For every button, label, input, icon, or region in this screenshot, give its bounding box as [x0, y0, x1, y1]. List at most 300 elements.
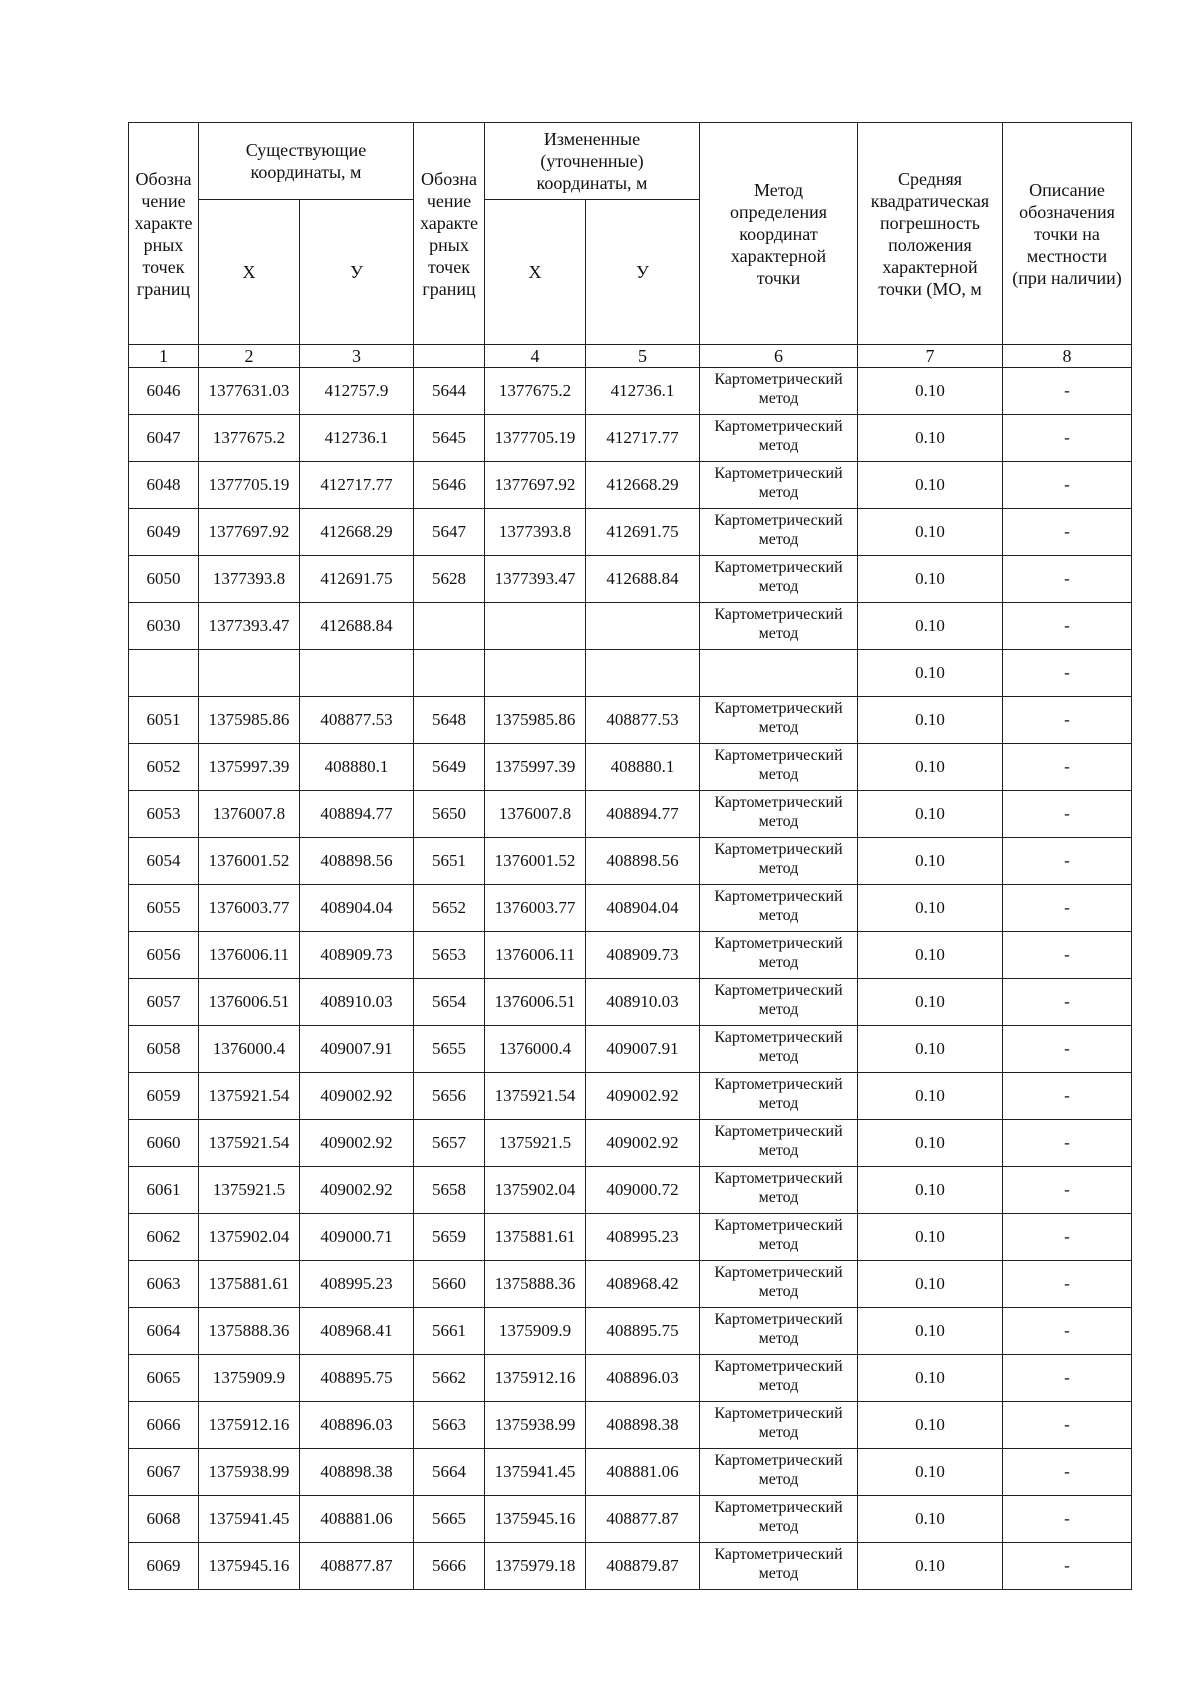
- table-row: [129, 1402, 1132, 1449]
- point-id-changed: 5651: [414, 838, 485, 885]
- x-existing: 1375938.99: [199, 1449, 300, 1496]
- point-id-changed: 5664: [414, 1449, 485, 1496]
- method-cell: [700, 697, 858, 744]
- x-existing: 1376006.51: [199, 979, 300, 1026]
- table-row: [129, 1543, 1132, 1590]
- table-row: [129, 1308, 1132, 1355]
- method-text: Картометрический метод: [714, 1264, 843, 1300]
- point-id-changed: 5661: [414, 1308, 485, 1355]
- x-changed: [485, 603, 586, 650]
- mse-cell: 0.10: [858, 603, 1003, 650]
- y-existing: 409002.92: [300, 1120, 414, 1167]
- x-changed: 1376007.8: [485, 791, 586, 838]
- y-changed: 408895.75: [586, 1308, 700, 1355]
- method-text: Картометрический метод: [714, 418, 843, 454]
- description-cell: -: [1003, 1261, 1132, 1308]
- x-changed: 1375888.36: [485, 1261, 586, 1308]
- method-cell: [700, 1120, 858, 1167]
- x-existing: 1377393.47: [199, 603, 300, 650]
- header-point-id-existing: Обозна чение характе рных точек границ: [129, 123, 199, 345]
- description-cell: -: [1003, 556, 1132, 603]
- y-existing: 412736.1: [300, 415, 414, 462]
- point-id-changed: 5658: [414, 1167, 485, 1214]
- method-cell: [700, 1026, 858, 1073]
- x-changed: 1375938.99: [485, 1402, 586, 1449]
- x-existing: 1375881.61: [199, 1261, 300, 1308]
- table-row: [129, 838, 1132, 885]
- method-text: Картометрический метод: [714, 1029, 843, 1065]
- point-id-existing: 6055: [129, 885, 199, 932]
- y-existing: 408880.1: [300, 744, 414, 791]
- y-changed: 408894.77: [586, 791, 700, 838]
- col-number: 4: [485, 345, 586, 368]
- point-id-existing: 6030: [129, 603, 199, 650]
- y-changed: 408896.03: [586, 1355, 700, 1402]
- table-row: [129, 1449, 1132, 1496]
- method-text: Картометрический метод: [714, 465, 843, 501]
- method-cell: [700, 885, 858, 932]
- point-id-changed: 5665: [414, 1496, 485, 1543]
- col-number: 6: [700, 345, 858, 368]
- mse-cell: 0.10: [858, 1073, 1003, 1120]
- y-changed: [586, 603, 700, 650]
- point-id-existing: 6068: [129, 1496, 199, 1543]
- x-existing: 1375902.04: [199, 1214, 300, 1261]
- y-existing: 412688.84: [300, 603, 414, 650]
- table-body: [129, 368, 1132, 1590]
- method-cell: [700, 1073, 858, 1120]
- y-existing: [300, 650, 414, 697]
- col-number: [414, 345, 485, 368]
- header-method: Метод определения координат характерной точки: [700, 123, 858, 345]
- header-y-changed: У: [586, 200, 700, 345]
- point-id-changed: 5656: [414, 1073, 485, 1120]
- header-point-id-changed: Обозна чение характе рных точек границ: [414, 123, 485, 345]
- method-cell: [700, 1402, 858, 1449]
- point-id-existing: 6066: [129, 1402, 199, 1449]
- y-changed: 408910.03: [586, 979, 700, 1026]
- table-row: [129, 1355, 1132, 1402]
- mse-cell: 0.10: [858, 697, 1003, 744]
- x-existing: 1377393.8: [199, 556, 300, 603]
- x-changed: 1375945.16: [485, 1496, 586, 1543]
- x-changed: 1375979.18: [485, 1543, 586, 1590]
- y-changed: 408909.73: [586, 932, 700, 979]
- description-cell: -: [1003, 368, 1132, 415]
- point-id-changed: 5655: [414, 1026, 485, 1073]
- x-existing: 1375912.16: [199, 1402, 300, 1449]
- point-id-changed: 5659: [414, 1214, 485, 1261]
- description-cell: -: [1003, 1355, 1132, 1402]
- description-cell: -: [1003, 415, 1132, 462]
- x-existing: 1377705.19: [199, 462, 300, 509]
- method-text: Картометрический метод: [714, 1499, 843, 1535]
- x-existing: 1376001.52: [199, 838, 300, 885]
- y-existing: 412757.9: [300, 368, 414, 415]
- description-cell: -: [1003, 603, 1132, 650]
- y-changed: 408881.06: [586, 1449, 700, 1496]
- method-cell: [700, 462, 858, 509]
- point-id-existing: 6053: [129, 791, 199, 838]
- point-id-existing: 6067: [129, 1449, 199, 1496]
- mse-cell: 0.10: [858, 415, 1003, 462]
- table-row: [129, 697, 1132, 744]
- y-existing: 409002.92: [300, 1073, 414, 1120]
- point-id-changed: 5663: [414, 1402, 485, 1449]
- mse-cell: 0.10: [858, 744, 1003, 791]
- y-changed: 409000.72: [586, 1167, 700, 1214]
- y-existing: 408877.87: [300, 1543, 414, 1590]
- y-existing: 408995.23: [300, 1261, 414, 1308]
- y-changed: 412668.29: [586, 462, 700, 509]
- table-row: [129, 932, 1132, 979]
- x-existing: 1375921.54: [199, 1073, 300, 1120]
- x-changed: 1375997.39: [485, 744, 586, 791]
- x-changed: 1375909.9: [485, 1308, 586, 1355]
- method-cell: [700, 932, 858, 979]
- table-row: [129, 885, 1132, 932]
- y-changed: 412688.84: [586, 556, 700, 603]
- method-cell: [700, 556, 858, 603]
- point-id-changed: 5646: [414, 462, 485, 509]
- method-cell: [700, 1355, 858, 1402]
- method-text: Картометрический метод: [714, 1405, 843, 1441]
- mse-cell: 0.10: [858, 1261, 1003, 1308]
- point-id-changed: 5652: [414, 885, 485, 932]
- table-row: [129, 556, 1132, 603]
- table-row: [129, 791, 1132, 838]
- y-existing: 408895.75: [300, 1355, 414, 1402]
- table-row: [129, 650, 1132, 697]
- mse-cell: 0.10: [858, 791, 1003, 838]
- point-id-changed: 5654: [414, 979, 485, 1026]
- table-row: [129, 415, 1132, 462]
- description-cell: -: [1003, 650, 1132, 697]
- method-cell: [700, 979, 858, 1026]
- x-changed: 1375985.86: [485, 697, 586, 744]
- x-changed: 1376003.77: [485, 885, 586, 932]
- table-row: [129, 1214, 1132, 1261]
- description-cell: -: [1003, 1026, 1132, 1073]
- y-changed: 409002.92: [586, 1120, 700, 1167]
- y-existing: 408898.38: [300, 1449, 414, 1496]
- method-text: Картометрический метод: [714, 512, 843, 548]
- y-changed: 408898.56: [586, 838, 700, 885]
- method-text: Картометрический метод: [714, 794, 843, 830]
- x-changed: 1377697.92: [485, 462, 586, 509]
- x-changed: 1377705.19: [485, 415, 586, 462]
- description-cell: -: [1003, 462, 1132, 509]
- col-number: 7: [858, 345, 1003, 368]
- y-existing: 408898.56: [300, 838, 414, 885]
- point-id-existing: 6060: [129, 1120, 199, 1167]
- mse-cell: 0.10: [858, 1308, 1003, 1355]
- coordinates-table: [128, 122, 1132, 1590]
- y-changed: 408879.87: [586, 1543, 700, 1590]
- table-row: [129, 1026, 1132, 1073]
- method-cell: [700, 650, 858, 697]
- x-changed: 1375881.61: [485, 1214, 586, 1261]
- point-id-existing: 6047: [129, 415, 199, 462]
- method-text: Картометрический метод: [714, 1217, 843, 1253]
- point-id-changed: 5650: [414, 791, 485, 838]
- method-text: Картометрический метод: [714, 700, 843, 736]
- description-cell: -: [1003, 1543, 1132, 1590]
- method-text: Картометрический метод: [714, 371, 843, 407]
- point-id-existing: 6059: [129, 1073, 199, 1120]
- method-cell: [700, 838, 858, 885]
- description-cell: -: [1003, 744, 1132, 791]
- x-changed: 1377393.8: [485, 509, 586, 556]
- x-existing: 1375945.16: [199, 1543, 300, 1590]
- col-number: 2: [199, 345, 300, 368]
- y-changed: 408898.38: [586, 1402, 700, 1449]
- mse-cell: 0.10: [858, 1167, 1003, 1214]
- x-existing: 1375941.45: [199, 1496, 300, 1543]
- point-id-changed: [414, 603, 485, 650]
- point-id-existing: 6050: [129, 556, 199, 603]
- header-x-changed: X: [485, 200, 586, 345]
- description-cell: -: [1003, 1120, 1132, 1167]
- point-id-changed: 5662: [414, 1355, 485, 1402]
- x-changed: 1377393.47: [485, 556, 586, 603]
- mse-cell: 0.10: [858, 1496, 1003, 1543]
- point-id-existing: [129, 650, 199, 697]
- y-existing: 408894.77: [300, 791, 414, 838]
- mse-cell: 0.10: [858, 1120, 1003, 1167]
- x-existing: [199, 650, 300, 697]
- x-existing: 1376006.11: [199, 932, 300, 979]
- method-cell: [700, 1214, 858, 1261]
- method-cell: [700, 603, 858, 650]
- method-text: Картометрический метод: [714, 1123, 843, 1159]
- x-existing: 1375921.5: [199, 1167, 300, 1214]
- table-row: [129, 509, 1132, 556]
- method-cell: [700, 1543, 858, 1590]
- point-id-existing: 6058: [129, 1026, 199, 1073]
- description-cell: -: [1003, 885, 1132, 932]
- table-row: [129, 462, 1132, 509]
- description-cell: -: [1003, 1073, 1132, 1120]
- point-id-changed: 5653: [414, 932, 485, 979]
- y-changed: 412736.1: [586, 368, 700, 415]
- x-changed: 1376001.52: [485, 838, 586, 885]
- y-existing: 408896.03: [300, 1402, 414, 1449]
- point-id-existing: 6057: [129, 979, 199, 1026]
- table-row: [129, 1120, 1132, 1167]
- header-existing-coords: Существующие координаты, м: [199, 123, 414, 200]
- x-existing: 1377697.92: [199, 509, 300, 556]
- method-text: Картометрический метод: [714, 841, 843, 877]
- header-mse: Средняя квадратическая погрешность положения характерной точки (МО, м: [858, 123, 1003, 345]
- method-text: Картометрический метод: [714, 559, 843, 595]
- point-id-existing: 6051: [129, 697, 199, 744]
- x-changed: 1375902.04: [485, 1167, 586, 1214]
- mse-cell: 0.10: [858, 1402, 1003, 1449]
- point-id-changed: 5647: [414, 509, 485, 556]
- y-changed: 408968.42: [586, 1261, 700, 1308]
- method-cell: [700, 509, 858, 556]
- y-changed: [586, 650, 700, 697]
- y-existing: 412668.29: [300, 509, 414, 556]
- y-changed: 412691.75: [586, 509, 700, 556]
- description-cell: -: [1003, 1449, 1132, 1496]
- method-text: Картометрический метод: [714, 1311, 843, 1347]
- description-cell: -: [1003, 1496, 1132, 1543]
- method-text: Картометрический метод: [714, 1546, 843, 1582]
- mse-cell: 0.10: [858, 979, 1003, 1026]
- description-cell: -: [1003, 697, 1132, 744]
- table-row: [129, 368, 1132, 415]
- point-id-existing: 6061: [129, 1167, 199, 1214]
- mse-cell: 0.10: [858, 1543, 1003, 1590]
- point-id-changed: 5628: [414, 556, 485, 603]
- description-cell: -: [1003, 509, 1132, 556]
- header-changed-coords: Измененные (уточненные) координаты, м: [485, 123, 700, 200]
- x-existing: 1377675.2: [199, 415, 300, 462]
- header-x-existing: X: [199, 200, 300, 345]
- x-existing: 1375997.39: [199, 744, 300, 791]
- x-changed: 1375921.54: [485, 1073, 586, 1120]
- y-existing: 408909.73: [300, 932, 414, 979]
- table-row: [129, 1496, 1132, 1543]
- method-cell: [700, 791, 858, 838]
- y-existing: 408904.04: [300, 885, 414, 932]
- x-existing: 1375985.86: [199, 697, 300, 744]
- y-existing: 412691.75: [300, 556, 414, 603]
- point-id-changed: 5644: [414, 368, 485, 415]
- col-number: 3: [300, 345, 414, 368]
- table-row: [129, 1261, 1132, 1308]
- col-number: 5: [586, 345, 700, 368]
- mse-cell: 0.10: [858, 462, 1003, 509]
- x-changed: 1376006.51: [485, 979, 586, 1026]
- mse-cell: 0.10: [858, 885, 1003, 932]
- mse-cell: 0.10: [858, 368, 1003, 415]
- point-id-existing: 6054: [129, 838, 199, 885]
- x-existing: 1376003.77: [199, 885, 300, 932]
- point-id-existing: 6069: [129, 1543, 199, 1590]
- point-id-existing: 6065: [129, 1355, 199, 1402]
- method-cell: [700, 1167, 858, 1214]
- method-cell: [700, 368, 858, 415]
- method-text: Картометрический метод: [714, 1358, 843, 1394]
- description-cell: -: [1003, 1402, 1132, 1449]
- table-row: [129, 603, 1132, 650]
- point-id-changed: 5648: [414, 697, 485, 744]
- description-cell: -: [1003, 1167, 1132, 1214]
- point-id-changed: 5645: [414, 415, 485, 462]
- x-changed: 1377675.2: [485, 368, 586, 415]
- x-existing: 1375909.9: [199, 1355, 300, 1402]
- x-changed: 1376006.11: [485, 932, 586, 979]
- method-cell: [700, 744, 858, 791]
- x-changed: 1375912.16: [485, 1355, 586, 1402]
- x-changed: [485, 650, 586, 697]
- y-changed: 408904.04: [586, 885, 700, 932]
- y-existing: 408877.53: [300, 697, 414, 744]
- method-text: Картометрический метод: [714, 982, 843, 1018]
- x-changed: 1376000.4: [485, 1026, 586, 1073]
- method-cell: [700, 1261, 858, 1308]
- y-changed: 408880.1: [586, 744, 700, 791]
- point-id-changed: 5649: [414, 744, 485, 791]
- method-cell: [700, 1496, 858, 1543]
- mse-cell: 0.10: [858, 509, 1003, 556]
- y-changed: 409002.92: [586, 1073, 700, 1120]
- mse-cell: 0.10: [858, 650, 1003, 697]
- x-existing: 1375888.36: [199, 1308, 300, 1355]
- mse-cell: 0.10: [858, 1449, 1003, 1496]
- method-cell: [700, 1308, 858, 1355]
- point-id-existing: 6056: [129, 932, 199, 979]
- mse-cell: 0.10: [858, 1214, 1003, 1261]
- mse-cell: 0.10: [858, 1355, 1003, 1402]
- y-existing: 409007.91: [300, 1026, 414, 1073]
- mse-cell: 0.10: [858, 556, 1003, 603]
- header-description: Описание обозначения точки на местности (при наличии): [1003, 123, 1132, 345]
- table-row: [129, 744, 1132, 791]
- x-existing: 1375921.54: [199, 1120, 300, 1167]
- y-existing: 412717.77: [300, 462, 414, 509]
- method-text: Картометрический метод: [714, 888, 843, 924]
- mse-cell: 0.10: [858, 838, 1003, 885]
- point-id-existing: 6063: [129, 1261, 199, 1308]
- description-cell: -: [1003, 1308, 1132, 1355]
- y-changed: 412717.77: [586, 415, 700, 462]
- y-changed: 409007.91: [586, 1026, 700, 1073]
- point-id-changed: [414, 650, 485, 697]
- col-number: 8: [1003, 345, 1132, 368]
- table-row: [129, 1167, 1132, 1214]
- description-cell: -: [1003, 1214, 1132, 1261]
- x-changed: 1375921.5: [485, 1120, 586, 1167]
- point-id-existing: 6064: [129, 1308, 199, 1355]
- mse-cell: 0.10: [858, 1026, 1003, 1073]
- y-existing: 408881.06: [300, 1496, 414, 1543]
- point-id-changed: 5666: [414, 1543, 485, 1590]
- y-existing: 408910.03: [300, 979, 414, 1026]
- x-existing: 1376007.8: [199, 791, 300, 838]
- point-id-existing: 6062: [129, 1214, 199, 1261]
- point-id-existing: 6052: [129, 744, 199, 791]
- x-existing: 1377631.03: [199, 368, 300, 415]
- description-cell: -: [1003, 932, 1132, 979]
- method-text: Картометрический метод: [714, 606, 843, 642]
- method-text: Картометрический метод: [714, 935, 843, 971]
- method-cell: [700, 1449, 858, 1496]
- point-id-existing: 6048: [129, 462, 199, 509]
- description-cell: -: [1003, 838, 1132, 885]
- method-text: Картометрический метод: [714, 1170, 843, 1206]
- col-number: 1: [129, 345, 199, 368]
- description-cell: -: [1003, 791, 1132, 838]
- table-row: [129, 979, 1132, 1026]
- table-row: [129, 1073, 1132, 1120]
- method-text: Картометрический метод: [714, 747, 843, 783]
- method-text: Картометрический метод: [714, 1076, 843, 1112]
- point-id-existing: 6046: [129, 368, 199, 415]
- point-id-changed: 5657: [414, 1120, 485, 1167]
- y-changed: 408877.53: [586, 697, 700, 744]
- header-y-existing: У: [300, 200, 414, 345]
- x-changed: 1375941.45: [485, 1449, 586, 1496]
- y-existing: 409002.92: [300, 1167, 414, 1214]
- x-existing: 1376000.4: [199, 1026, 300, 1073]
- y-changed: 408877.87: [586, 1496, 700, 1543]
- y-changed: 408995.23: [586, 1214, 700, 1261]
- point-id-changed: 5660: [414, 1261, 485, 1308]
